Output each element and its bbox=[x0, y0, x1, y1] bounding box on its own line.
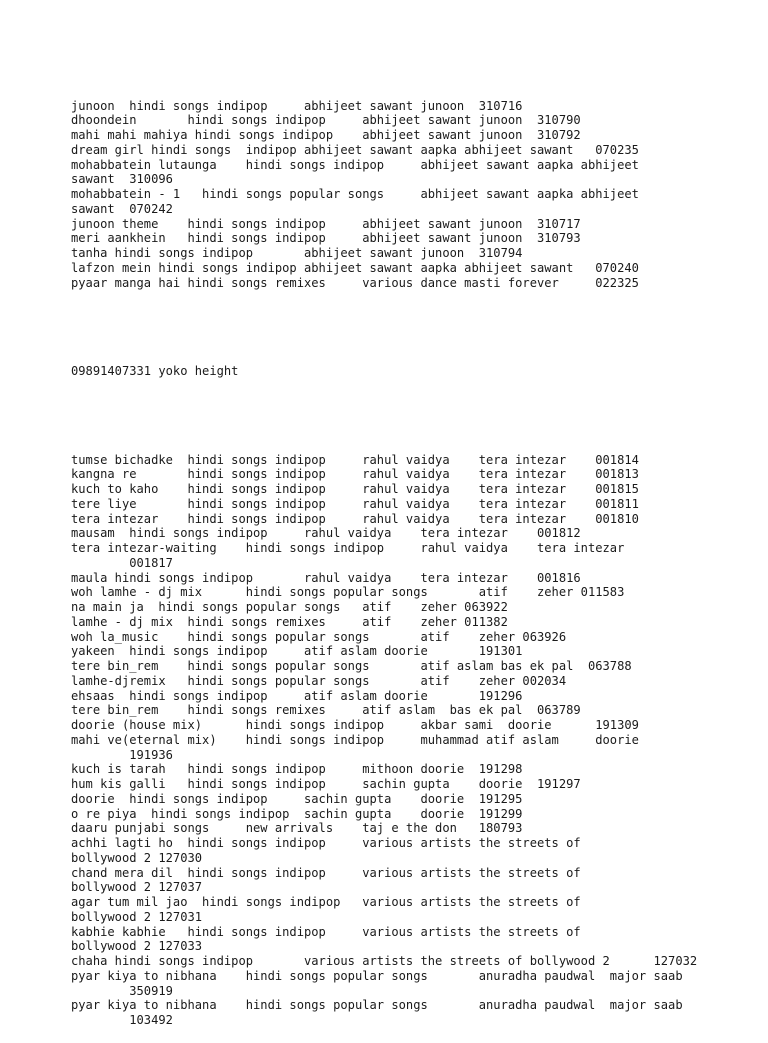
song-line: doorie hindi songs indipop sachin gupta doorie 191295 bbox=[71, 791, 523, 806]
song-line: pyaar manga hai hindi songs remixes various dance masti forever 022325 bbox=[71, 275, 639, 290]
song-line: kuch to kaho hindi songs indipop rahul vaidya tera intezar 001815 bbox=[71, 482, 639, 496]
song-line: tere liye hindi songs indipop rahul vaidya tera intezar 001811 bbox=[71, 496, 639, 511]
song-line: o re piya hindi songs indipop sachin gupta doorie 191299 bbox=[71, 806, 523, 821]
song-line: yakeen hindi songs indipop atif aslam doorie 191301 bbox=[71, 644, 523, 659]
song-line: kangna re hindi songs indipop rahul vaidya tera intezar 001813 bbox=[71, 467, 639, 482]
song-line: chand mera dil hindi songs indipop various artists the streets of bbox=[71, 865, 581, 880]
song-line: 350919 bbox=[71, 983, 173, 998]
song-line: bollywood 2 127030 bbox=[71, 850, 203, 865]
song-line: mohabbatein lutaunga hindi songs indipop abhijeet sawant aapka abhijeet bbox=[71, 157, 639, 172]
song-line: doorie (house mix) hindi songs indipop akbar sami doorie 191309 bbox=[71, 718, 639, 732]
song-line: bollywood 2 127031 bbox=[71, 909, 203, 924]
song-line: bollywood 2 127037 bbox=[71, 880, 203, 895]
song-line: mahi ve(eternal mix) hindi songs indipop muhammad atif aslam doorie bbox=[71, 732, 639, 747]
song-line: tanha hindi songs indipop abhijeet sawant junoon 310794 bbox=[71, 246, 523, 260]
song-line: woh lamhe - dj mix hindi songs popular songs atif zeher 011583 bbox=[71, 585, 625, 600]
song-list-block-1 bbox=[71, 99, 711, 291]
song-line: tere bin_rem hindi songs popular songs atif aslam bas ek pal 063788 bbox=[71, 659, 632, 673]
song-line: mohabbatein - 1 hindi songs popular songs abhijeet sawant aapka abhijeet bbox=[71, 187, 639, 201]
song-list-block-2 bbox=[71, 453, 711, 1028]
song-line: dhoondein hindi songs indipop abhijeet sawant junoon 310790 bbox=[71, 113, 581, 128]
song-line: bollywood 2 127033 bbox=[71, 939, 203, 954]
song-line: 103492 bbox=[71, 1013, 173, 1027]
song-line: mahi mahi mahiya hindi songs indipop abhijeet sawant junoon 310792 bbox=[71, 128, 581, 142]
song-line: tera intezar-waiting hindi songs indipop rahul vaidya tera intezar bbox=[71, 541, 625, 555]
song-line: hum kis galli hindi songs indipop sachin gupta doorie 191297 bbox=[71, 777, 581, 791]
song-line: lamhe-djremix hindi songs popular songs atif zeher 002034 bbox=[71, 673, 567, 688]
song-line: na main ja hindi songs popular songs atif zeher 063922 bbox=[71, 600, 508, 614]
song-line: pyar kiya to nibhana hindi songs popular songs anuradha paudwal major saab bbox=[71, 998, 683, 1013]
song-line: dream girl hindi songs indipop abhijeet sawant aapka abhijeet sawant 070235 bbox=[71, 142, 639, 157]
song-line: chaha hindi songs indipop various artists the streets of bollywood 2 127032 bbox=[71, 954, 698, 968]
song-line: agar tum mil jao hindi songs indipop various artists the streets of bbox=[71, 895, 581, 909]
song-line: ehsaas hindi songs indipop atif aslam doorie 191296 bbox=[71, 688, 523, 703]
song-line: 001817 bbox=[71, 555, 173, 570]
song-line: lafzon mein hindi songs indipop abhijeet sawant aapka abhijeet sawant 070240 bbox=[71, 260, 639, 275]
song-line: mausam hindi songs indipop rahul vaidya tera intezar 001812 bbox=[71, 526, 581, 541]
song-line: achhi lagti ho hindi songs indipop various artists the streets of bbox=[71, 836, 581, 850]
song-line: meri aankhein hindi songs indipop abhijeet sawant junoon 310793 bbox=[71, 231, 581, 246]
song-line: woh la_music hindi songs popular songs atif zeher 063926 bbox=[71, 629, 567, 644]
song-line: sawant 070242 bbox=[71, 201, 173, 216]
song-line: pyar kiya to nibhana hindi songs popular songs anuradha paudwal major saab bbox=[71, 968, 683, 983]
song-line: lamhe - dj mix hindi songs remixes atif zeher 011382 bbox=[71, 614, 508, 629]
song-line: tumse bichadke hindi songs indipop rahul vaidya tera intezar 001814 bbox=[71, 452, 639, 467]
song-line: junoon theme hindi songs indipop abhijeet sawant junoon 310717 bbox=[71, 216, 581, 231]
song-line: tere bin_rem hindi songs remixes atif aslam bas ek pal 063789 bbox=[71, 703, 581, 718]
song-line: maula hindi songs indipop rahul vaidya tera intezar 001816 bbox=[71, 570, 581, 585]
song-line: junoon hindi songs indipop abhijeet sawant junoon 310716 bbox=[71, 98, 523, 113]
document-text bbox=[71, 69, 711, 1043]
song-line: daaru punjabi songs new arrivals taj e the don 180793 bbox=[71, 821, 523, 836]
song-line: 191936 bbox=[71, 747, 173, 762]
song-line: tera intezar hindi songs indipop rahul vaidya tera intezar 001810 bbox=[71, 511, 639, 526]
song-line: kabhie kabhie hindi songs indipop various artists the streets of bbox=[71, 924, 581, 939]
song-line: sawant 310096 bbox=[71, 172, 173, 187]
song-line: kuch is tarah hindi songs indipop mithoon doorie 191298 bbox=[71, 762, 523, 777]
note-line: 09891407331 yoko height bbox=[71, 364, 239, 378]
